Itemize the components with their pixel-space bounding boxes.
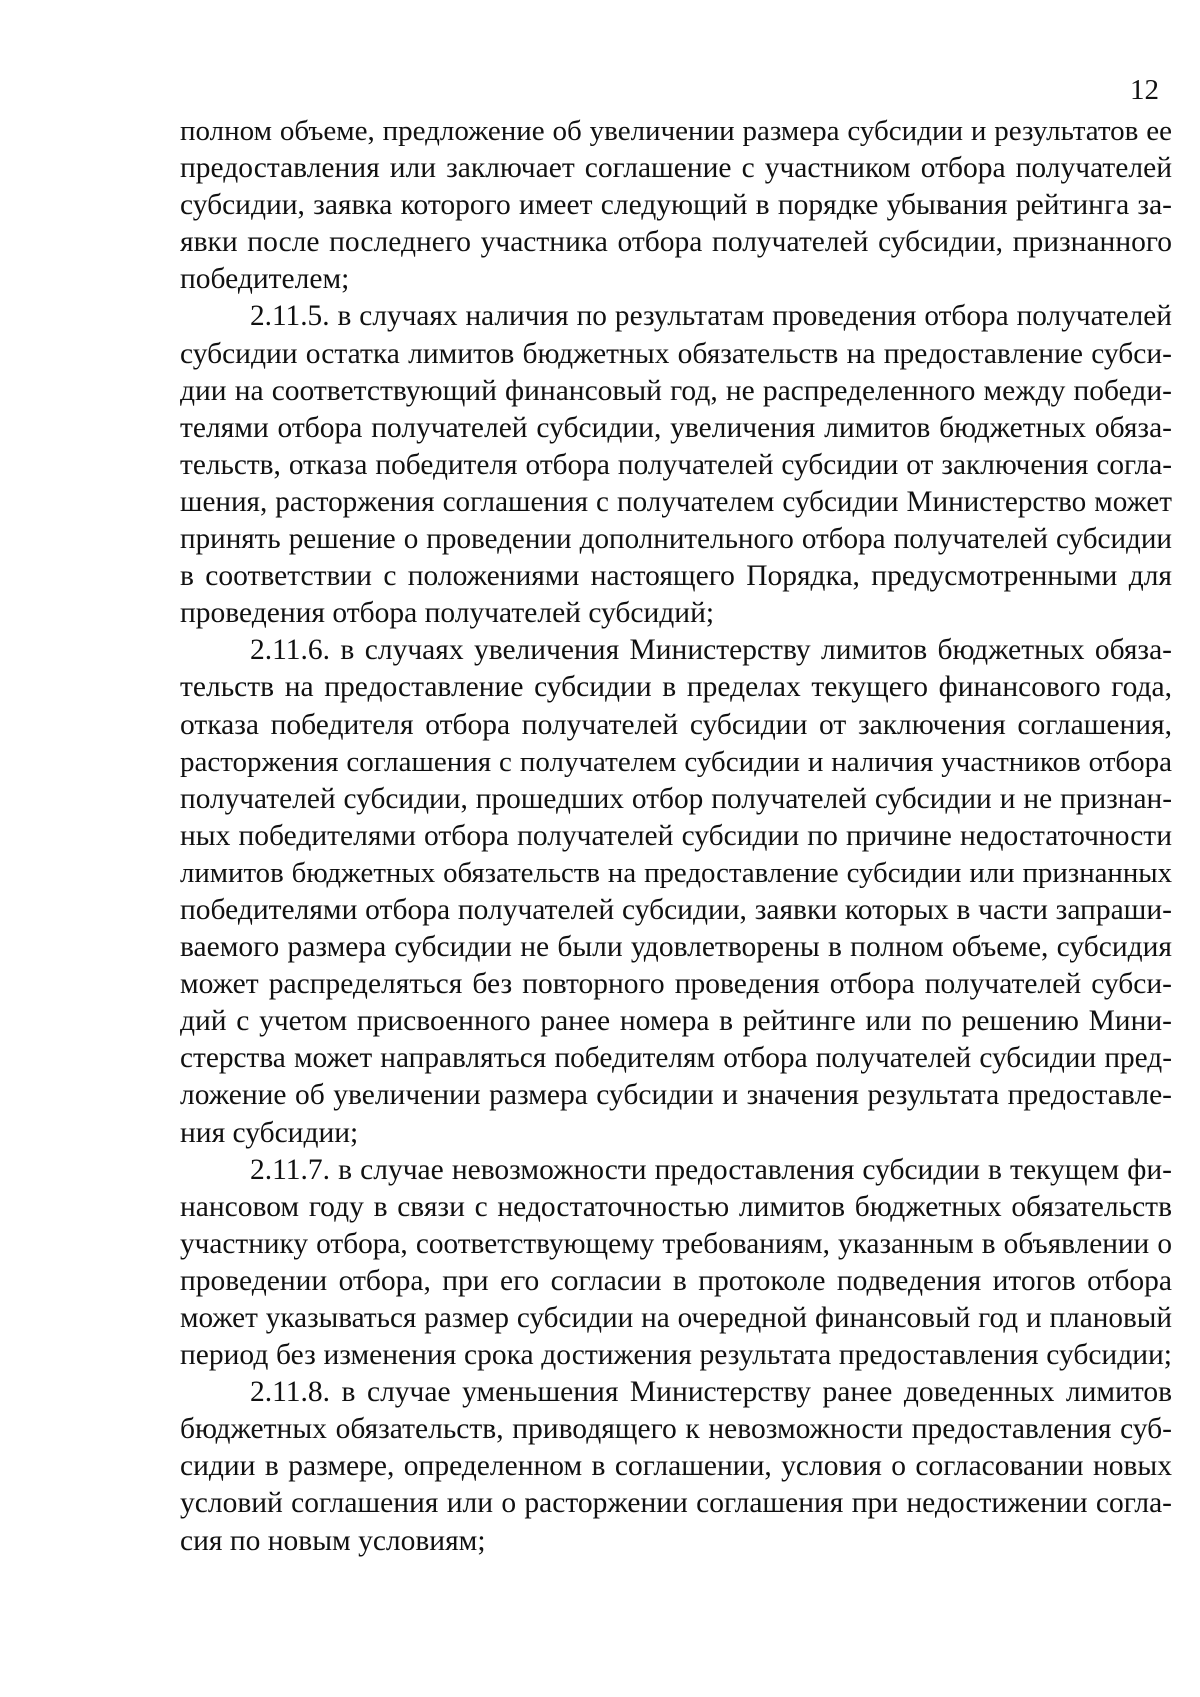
text-line: сидии в размере, определенном в соглашении, условия о согласовании новых: [180, 1450, 1172, 1483]
text-line: отказа победителя отбора получателей субсидии от заключения соглашения,: [180, 708, 1172, 741]
text-line: ных победителями отбора получателей субсидии по причине недостаточности: [180, 819, 1172, 852]
text-line: субсидии остатка лимитов бюджетных обязательств на предоставление субси-: [180, 337, 1172, 370]
text-line: победителями отбора получателей субсидии, заявки которых в части запраши-: [180, 893, 1172, 926]
text-line: в соответствии с положениями настоящего Порядка, предусмотренными для: [180, 560, 1172, 593]
text-line: тельств, отказа победителя отбора получателей субсидии от заключения согла-: [180, 448, 1172, 481]
text-line: бюджетных обязательств, приводящего к невозможности предоставления суб-: [180, 1413, 1172, 1446]
text-line: может указываться размер субсидии на очередной финансовый год и плановый: [180, 1302, 1172, 1334]
text-line: получателей субсидии, прошедших отбор получателей субсидии и не признан-: [180, 782, 1172, 815]
text-line: явки после последнего участника отбора получателей субсидии, признанного: [180, 226, 1172, 259]
document-body: [180, 113, 1172, 1560]
text-line: условий соглашения или о расторжении соглашения при недостижении согла-: [180, 1487, 1172, 1520]
text-line: ния субсидии;: [180, 1116, 359, 1149]
text-line: нансовом году в связи с недостаточностью лимитов бюджетных обязательств: [180, 1190, 1172, 1223]
text-line: шения, расторжения соглашения с получателем субсидии Министерство может: [180, 485, 1172, 518]
text-line: стерства может направляться победителям отбора получателей субсидии пред-: [180, 1042, 1172, 1075]
paragraph-2-11-5-first-line: 2.11.5. в случаях наличия по результатам проведения отбора получателей: [250, 300, 1172, 333]
page-number: 12: [1130, 74, 1159, 106]
text-line: сия по новым условиям;: [180, 1524, 486, 1557]
text-line: может распределяться без повторного проведения отбора получателей субси-: [180, 968, 1172, 1001]
text-line: ложение об увеличении размера субсидии и значения результата предоставле-: [180, 1079, 1172, 1112]
text-line: тельств на предоставление субсидии в пределах текущего финансового года,: [180, 671, 1172, 704]
paragraph-2-11-6-first-line: 2.11.6. в случаях увеличения Министерству лимитов бюджетных обяза-: [250, 634, 1172, 667]
text-line: принять решение о проведении дополнительного отбора получателей субсидии: [180, 523, 1172, 556]
text-line: предоставления или заключает соглашение с участником отбора получателей: [180, 152, 1172, 185]
paragraph-2-11-8-first-line: 2.11.8. в случае уменьшения Министерству ранее доведенных лимитов: [250, 1376, 1172, 1409]
text-line: расторжения соглашения с получателем субсидии и наличия участников отбора: [180, 745, 1172, 778]
paragraph-2-11-7-first-line: 2.11.7. в случае невозможности предоставления субсидии в текущем фи-: [250, 1153, 1172, 1186]
text-line: период без изменения срока достижения результата предоставления субсидии;: [180, 1339, 1172, 1372]
text-line: ваемого размера субсидии не были удовлетворены в полном объеме, субсидия: [180, 931, 1172, 964]
text-line: победителем;: [180, 263, 350, 296]
text-line: дии на соответствующий финансовый год, не распределенного между победи-: [180, 374, 1172, 407]
text-line: проведении отбора, при его согласии в протоколе подведения итогов отбора: [180, 1264, 1172, 1297]
text-line: субсидии, заявка которого имеет следующий в порядке убывания рейтинга за-: [180, 189, 1172, 222]
text-line: полном объеме, предложение об увеличении размера субсидии и результатов ее: [180, 115, 1172, 147]
text-line: лимитов бюджетных обязательств на предоставление субсидии или признанных: [180, 856, 1172, 889]
text-line: дий с учетом присвоенного ранее номера в рейтинге или по решению Мини-: [180, 1005, 1172, 1038]
text-line: проведения отбора получателей субсидий;: [180, 597, 715, 630]
text-line: участнику отбора, соответствующему требованиям, указанным в объявлении о: [180, 1227, 1172, 1260]
text-line: телями отбора получателей субсидии, увеличения лимитов бюджетных обяза-: [180, 411, 1172, 444]
